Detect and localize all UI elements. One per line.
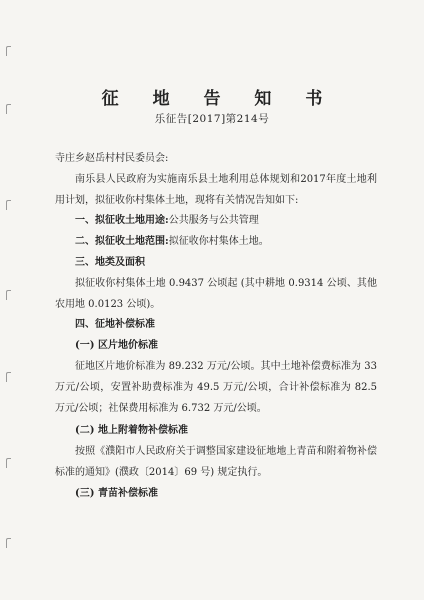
section-1-text: 公共服务与公共管理	[168, 215, 259, 227]
section-3-label: 三、地类及面积	[75, 256, 145, 268]
binder-hole-mark	[6, 290, 11, 300]
document-number: 乐征告[2017]第214号	[154, 113, 270, 125]
section-1	[55, 211, 377, 232]
subsection-2-label: (二) 地上附着物补偿标准	[75, 425, 188, 437]
subsection-2-text: 按照《濮阳市人民政府关于调整国家建设征地地上青苗和附着物补偿标准的通知》(濮政〔2014〕69 号) 规定执行。	[55, 446, 377, 478]
section-2-text: 拟征收你村集体土地。	[168, 236, 269, 248]
intro-paragraph: 南乐县人民政府为实施南乐县土地利用总体规划和2017年度土地利用计划，拟征收你村集体土地，现将有关情况告知如下:	[55, 173, 377, 206]
binder-hole-mark	[6, 46, 11, 56]
binder-hole-mark	[6, 372, 11, 382]
section-4-label: 四、征地补偿标准	[75, 319, 155, 331]
binder-hole-mark	[6, 458, 11, 468]
section-3-text: 拟征收你村集体土地 0.9437 公顷起 (其中耕地 0.9314 公顷、其他农用地 0.0123 公顷)。	[55, 277, 377, 310]
section-2-label: 二、拟征收土地范围:	[75, 236, 169, 248]
subsection-1-label: (一) 区片地价标准	[75, 340, 158, 352]
section-2	[55, 232, 377, 253]
document-title: 征 地 告 知 书	[101, 89, 337, 109]
subsection-3-label: (三) 青苗补偿标准	[75, 487, 158, 499]
binder-hole-mark	[6, 538, 11, 548]
binder-hole-mark	[6, 200, 11, 210]
section-1-label: 一、拟征收土地用途:	[75, 215, 169, 227]
addressee: 寺庄乡赵岳村村民委员会:	[55, 153, 169, 164]
subsection-1-text: 征地区片地价标准为 89.232 万元/公顷。其中土地补偿费标准为 33 万元/公顷，安置补助费标准为 49.5 万元/公顷，合计补偿标准为 82.5 万元/公顷；社保费用标准为 6.732 万元/公顷。	[55, 360, 377, 414]
document-body	[55, 149, 377, 505]
